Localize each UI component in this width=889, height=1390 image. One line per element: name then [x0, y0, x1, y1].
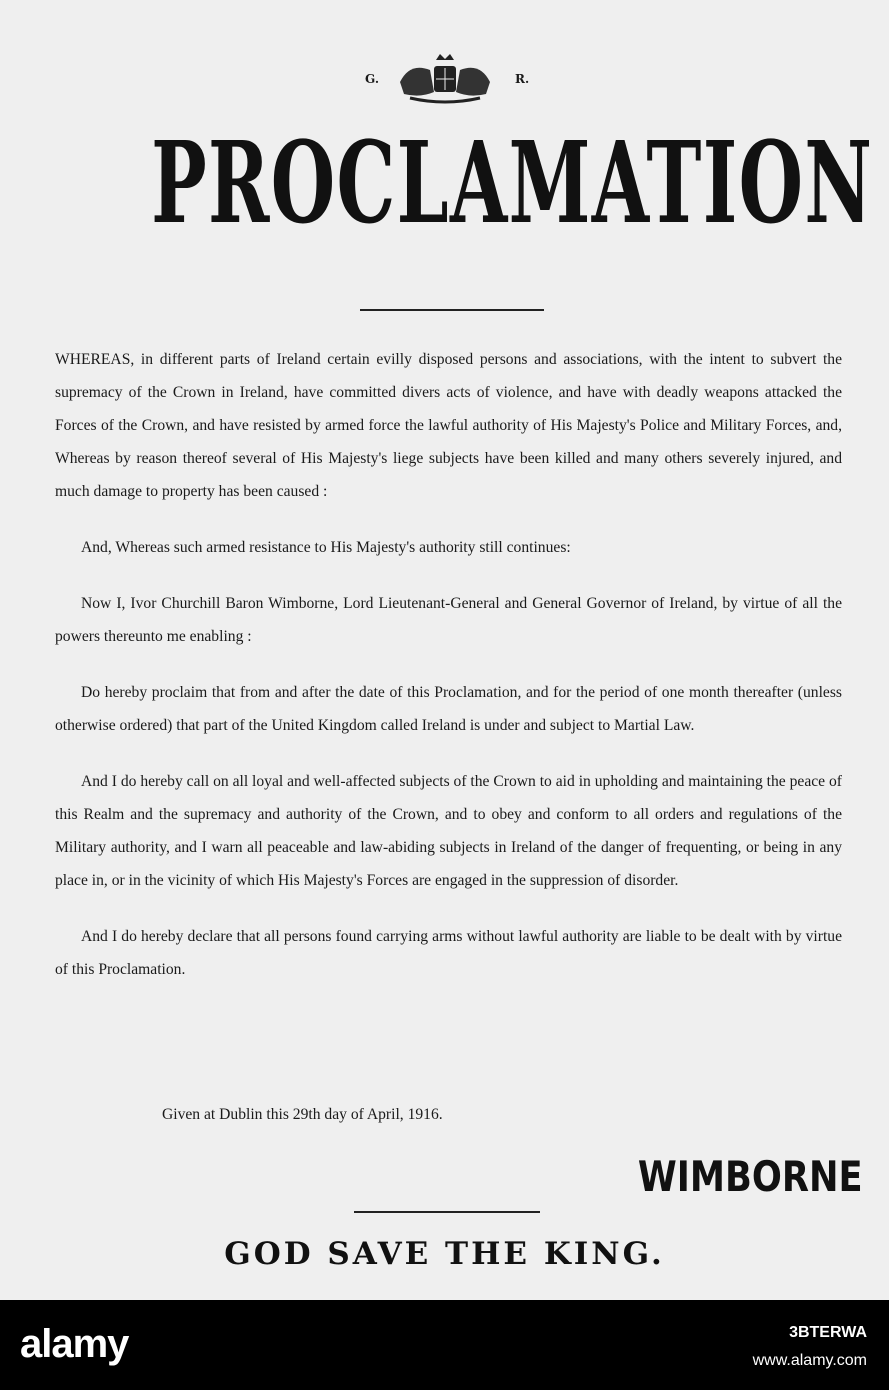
- paragraph-call-to-subjects: And I do hereby call on all loyal and well-affected subjects of the Crown to aid in upholding and maintaining the peace of this Realm and the supremacy and authority of the Crown, and to obey and conform to all orders and regulations of the Military authority, and I warn all peaceable and law-abiding subjects in Ireland of the danger of frequenting, or being in any place in, or in the vicinity of which His Majesty's Forces are engaged in the suppression of disorder.: [55, 773, 842, 889]
- royal-crest: [0, 52, 889, 104]
- god-save-the-king: GOD SAVE THE KING.: [224, 1236, 665, 1272]
- proclamation-title: PROCLAMATION: [151, 118, 874, 249]
- paragraph-whereas: WHEREAS, in different parts of Ireland certain evilly disposed persons and associations, with the intent to subvert the supremacy of the Crown in Ireland, have committed divers acts of violence, and have with deadly weapons attacked the Forces of the Crown, and have resisted by armed force the lawful authority of His Majesty's Police and Military Forces, and, Whereas by reason thereof several of His Majesty's liege subjects have been killed and many others severely injured, and much damage to property has been caused :: [55, 351, 842, 500]
- image-id: 3BTERWA: [789, 1324, 867, 1341]
- closing-divider: [354, 1211, 540, 1213]
- proclamation-body: [55, 343, 842, 1009]
- paragraph-resistance: And, Whereas such armed resistance to His Majesty's authority still continues:: [81, 539, 571, 556]
- crest-letter-left: G.: [365, 72, 379, 86]
- royal-coat-of-arms-icon: [390, 52, 500, 104]
- paragraph-arms: And I do hereby declare that all persons found carrying arms without lawful authority are liable to be dealt with by virtue of this Proclamation.: [55, 928, 842, 978]
- signature-wimborne: WIMBORNE: [638, 1152, 863, 1201]
- crest-letter-right: R.: [515, 72, 530, 86]
- title-divider: [360, 309, 544, 311]
- paragraph-now: Now I, Ivor Churchill Baron Wimborne, Lord Lieutenant-General and General Governor of Ireland, by virtue of all the powers thereunto me enabling :: [55, 595, 842, 645]
- given-at-dublin: Given at Dublin this 29th day of April, 1916.: [162, 1106, 443, 1123]
- paragraph-martial-law: Do hereby proclaim that from and after the date of this Proclamation, and for the period of one month thereafter (unless otherwise ordered) that part of the United Kingdom called Ireland is under and subject to Martial Law.: [55, 684, 842, 734]
- stock-footer: [0, 1300, 889, 1390]
- site-url: www.alamy.com: [752, 1352, 867, 1369]
- alamy-logo: alamy: [20, 1322, 129, 1366]
